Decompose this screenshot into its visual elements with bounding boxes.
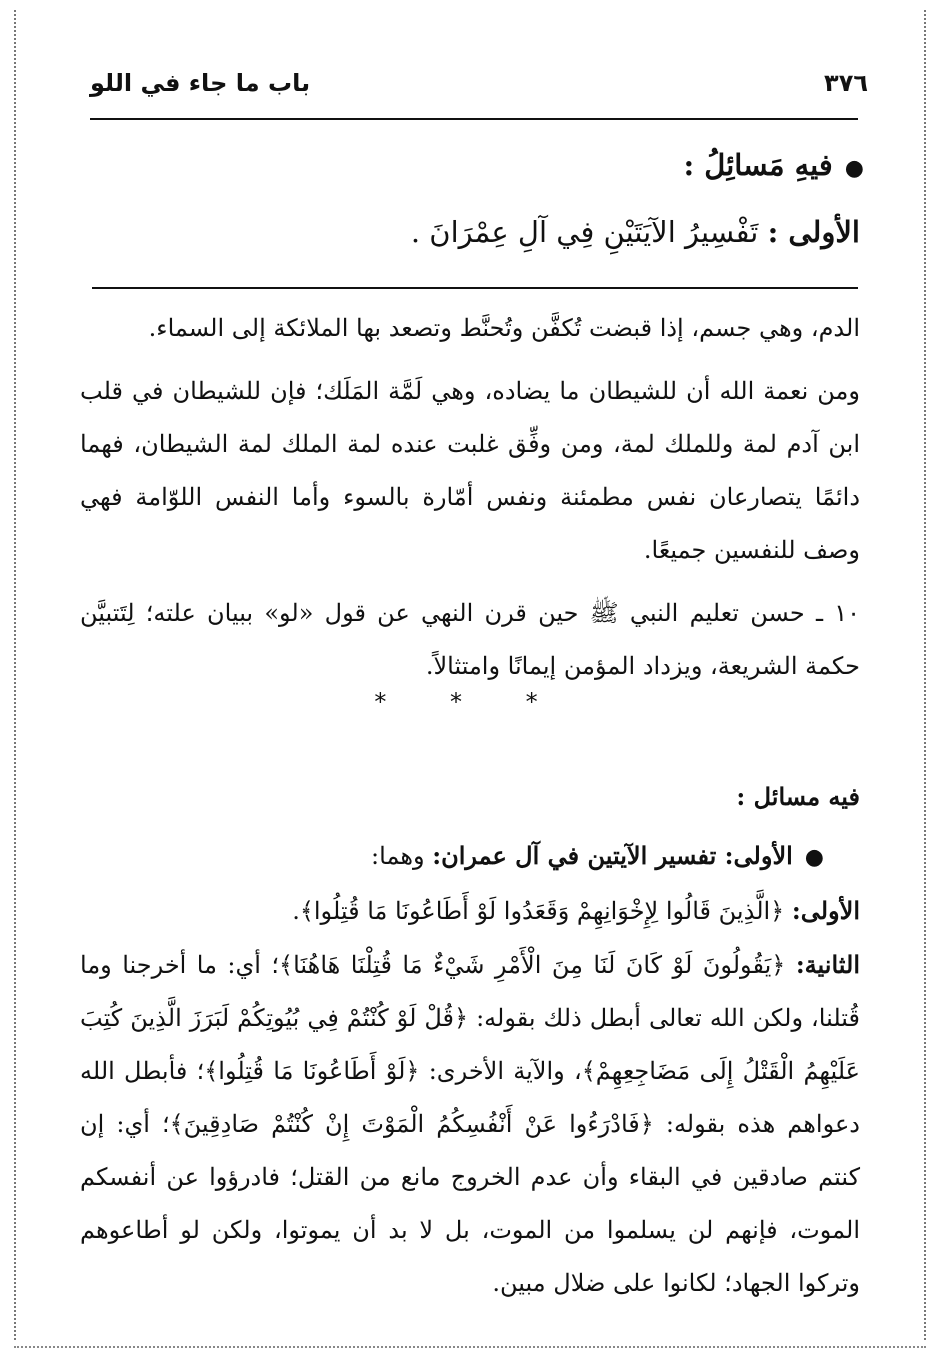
verse-first (80, 884, 860, 938)
issue-first (80, 829, 824, 884)
chapter-title: باب ما جاء في اللو (90, 69, 311, 97)
section-separator-stars: * * * (374, 688, 566, 716)
page-number: ٣٧٦ (824, 69, 868, 97)
verse-second-text: ﴿يَقُولُونَ لَوْ كَانَ لَنَا مِنَ الْأَمْرِ شَيْءٌ مَا قُتِلْنَا هَاهُنَا﴾؛ أي: ما أخرجنا وما قُتلنا، ولكن الله تعالى أبطل ذلك بقوله: ﴿قُلْ لَوْ كُنْتُمْ فِي بُيُوتِكُمْ لَبَرَزَ الَّذِينَ كُتِبَ عَلَيْهِمُ الْقَتْلُ إِلَى مَضَاجِعِهِمْ﴾، والآية الأخرى: ﴿لَوْ أَطَاعُونَا مَا قُتِلُوا﴾؛ فأبطل الله دعواهم هذه بقوله: ﴿فَادْرَءُوا عَنْ أَنْفُسِكُمُ الْمَوْتَ إِنْ كُنْتُمْ صَادِقِينَ﴾؛ أي: إن كنتم صادقين في البقاء وأن عدم الخروج مانع من القتل؛ فادرؤوا عن أنفسكم الموت، فإنهم لن يسلموا من الموت، بل لا بد أن يموتوا، ولكن لو أطاعوهم وتركوا الجهاد؛ لكانوا على ضلال مبين. (80, 951, 860, 1297)
issue-first-label: الأولى: تفسير الآيتين في آل عمران: (432, 841, 793, 870)
matn-first-label: الأولى : (767, 215, 860, 249)
paragraph: ومن نعمة الله أن للشيطان ما يضاده، وهي لَمَّة المَلَك؛ فإن للشيطان في قلب ابن آدم لمة وللملك لمة، ومن وفِّق غلبت عنده لمة الملك لمة الشيطان، فهما دائمًا يتصارعان نفس مطمئنة ونفس أمّارة بالسوء وأما النفس اللوّامة فهي وصف للنفسين جميعًا. (80, 377, 861, 564)
running-header (90, 58, 868, 108)
scan-border-bottom (14, 1346, 926, 1348)
verse-first-text: ﴿الَّذِينَ قَالُوا لِإِخْوَانِهِمْ وَقَعَدُوا لَوْ أَطَاعُونَا مَا قُتِلُوا﴾. (292, 897, 785, 925)
verse-second-label: الثانية: (795, 950, 860, 979)
matn-first-text: تَفْسِيرُ الآيَتَيْنِ فِي آلِ عِمْرَانَ . (410, 215, 759, 249)
scan-border-right (924, 10, 926, 1340)
bullet-icon: ● (804, 845, 824, 870)
section-divider (92, 287, 858, 289)
issue-first-rest: وهما: (371, 842, 425, 870)
issues-section (80, 770, 860, 1310)
matn-section (80, 140, 864, 257)
paragraph: الدم، وهي جسم، إذا قبضت تُكفَّن وتُحنَّط وتصعد بها الملائكة إلى السماء. (148, 314, 860, 342)
paragraph-point-10: ١٠ ـ حسن تعليم النبي ﷺ حين قرن النهي عن قول «لو» ببيان علته؛ لِتَتبيَّن حكمة الشريعة، ويزداد المؤمن إيمانًا وامتثالاً. (80, 599, 860, 680)
header-rule (90, 118, 858, 120)
scan-border-left (14, 10, 16, 1340)
commentary (80, 302, 860, 693)
bullet-icon: ● (844, 155, 864, 181)
verse-first-label: الأولى: (791, 896, 860, 925)
matn-heading: ●فيهِ مَسائِلُ : (80, 140, 864, 193)
verse-second (80, 938, 860, 1310)
matn-first-issue (80, 207, 860, 257)
issues-heading: فيه مسائل : (736, 782, 860, 811)
